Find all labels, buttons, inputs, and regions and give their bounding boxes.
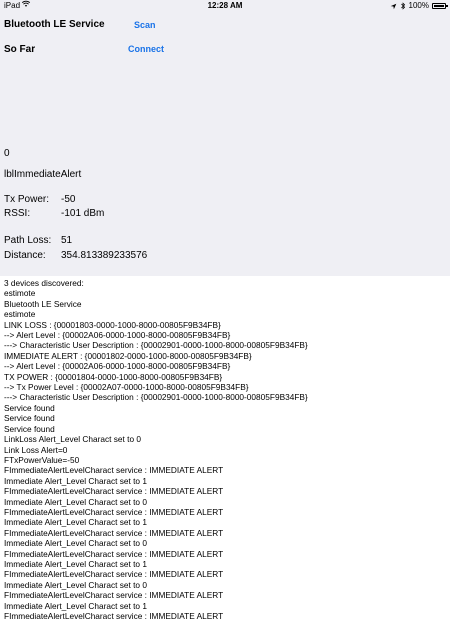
log-line: --> Alert Level : {00002A06-0000-1000-8000-00805F9B34FB} xyxy=(4,330,231,341)
tx-power-value: -50 xyxy=(61,194,76,205)
location-arrow-icon xyxy=(390,3,397,10)
log-line: FImmediateAlertLevelCharact service : IMMEDIATE ALERT xyxy=(4,506,224,517)
bluetooth-icon xyxy=(400,2,406,10)
log-line: Immediate Alert_Level Charact set to 0 xyxy=(4,538,147,549)
log-line: FImmediateAlertLevelCharact service : IMMEDIATE ALERT xyxy=(4,548,224,559)
log-line: Immediate Alert_Level Charact set to 1 xyxy=(4,558,147,569)
tx-power-label: Tx Power: xyxy=(4,194,50,205)
battery-fill xyxy=(434,5,444,7)
log-line: Link Loss Alert=0 xyxy=(4,444,68,455)
log-line: FImmediateAlertLevelCharact service : IMMEDIATE ALERT xyxy=(4,486,224,497)
log-line: --> Alert Level : {00002A06-0000-1000-8000-00805F9B34FB} xyxy=(4,361,231,372)
log-line: Service found xyxy=(4,413,55,424)
control-panel xyxy=(0,12,450,276)
log-line: Immediate Alert_Level Charact set to 0 xyxy=(4,496,147,507)
log-line: --> Tx Power Level : {00002A07-0000-1000-8000-00805F9B34FB} xyxy=(4,382,249,393)
log-line: estimote xyxy=(4,309,36,320)
log-line: TX POWER : {00001804-0000-1000-8000-00805F9B34FB} xyxy=(4,371,223,382)
device-count: 0 xyxy=(4,148,10,159)
carrier-label: iPad xyxy=(4,1,21,10)
log-line: IMMEDIATE ALERT : {00001802-0000-1000-8000-00805F9B34FB} xyxy=(4,350,252,361)
log-line: ---> Characteristic User Description : {00002901-0000-1000-8000-00805F9B34FB} xyxy=(4,340,308,351)
rssi-label: RSSI: xyxy=(4,208,31,219)
log-line: 3 devices discovered: xyxy=(4,278,84,288)
status-time: 12:28 AM xyxy=(207,1,243,10)
log-line: FTxPowerValue=-50 xyxy=(4,454,80,465)
log-line: Service found xyxy=(4,402,55,413)
log-line: Immediate Alert_Level Charact set to 0 xyxy=(4,579,147,590)
log-line: Service found xyxy=(4,423,55,434)
log-line: Immediate Alert_Level Charact set to 1 xyxy=(4,600,147,611)
log-line: FImmediateAlertLevelCharact service : IMMEDIATE ALERT xyxy=(4,611,224,621)
status-right xyxy=(390,0,446,12)
log-output[interactable] xyxy=(0,276,450,621)
log-line: FImmediateAlertLevelCharact service : IMMEDIATE ALERT xyxy=(4,590,224,601)
log-line: Immediate Alert_Level Charact set to 1 xyxy=(4,517,147,528)
log-line: estimote xyxy=(4,288,36,299)
scan-button[interactable]: Scan xyxy=(134,20,156,30)
connect-button[interactable]: Connect xyxy=(128,44,164,54)
log-line: LinkLoss Alert_Level Charact set to 0 xyxy=(4,434,141,445)
battery-icon xyxy=(432,3,446,9)
log-line: FImmediateAlertLevelCharact service : IMMEDIATE ALERT xyxy=(4,465,224,476)
path-loss-value: 51 xyxy=(61,235,73,246)
immediate-alert-label: lblImmediateAlert xyxy=(4,169,82,180)
log-line: ---> Characteristic User Description : {00002901-0000-1000-8000-00805F9B34FB} xyxy=(4,392,308,403)
log-line: LINK LOSS : {00001803-0000-1000-8000-00805F9B34FB} xyxy=(4,319,221,330)
log-line: Immediate Alert_Level Charact set to 1 xyxy=(4,475,147,486)
battery-percent: 100% xyxy=(408,1,429,10)
service-title: Bluetooth LE Service xyxy=(4,19,105,30)
rssi-value: -101 dBm xyxy=(61,208,105,219)
distance-label: Distance: xyxy=(4,250,46,261)
status-bar xyxy=(0,0,450,12)
path-loss-label: Path Loss: xyxy=(4,235,52,246)
progress-label: So Far xyxy=(4,44,36,55)
log-line: FImmediateAlertLevelCharact service : IMMEDIATE ALERT xyxy=(4,527,224,538)
log-line: Bluetooth LE Service xyxy=(4,298,82,309)
log-line: FImmediateAlertLevelCharact service : IMMEDIATE ALERT xyxy=(4,569,224,580)
distance-value: 354.813389233576 xyxy=(61,250,148,261)
